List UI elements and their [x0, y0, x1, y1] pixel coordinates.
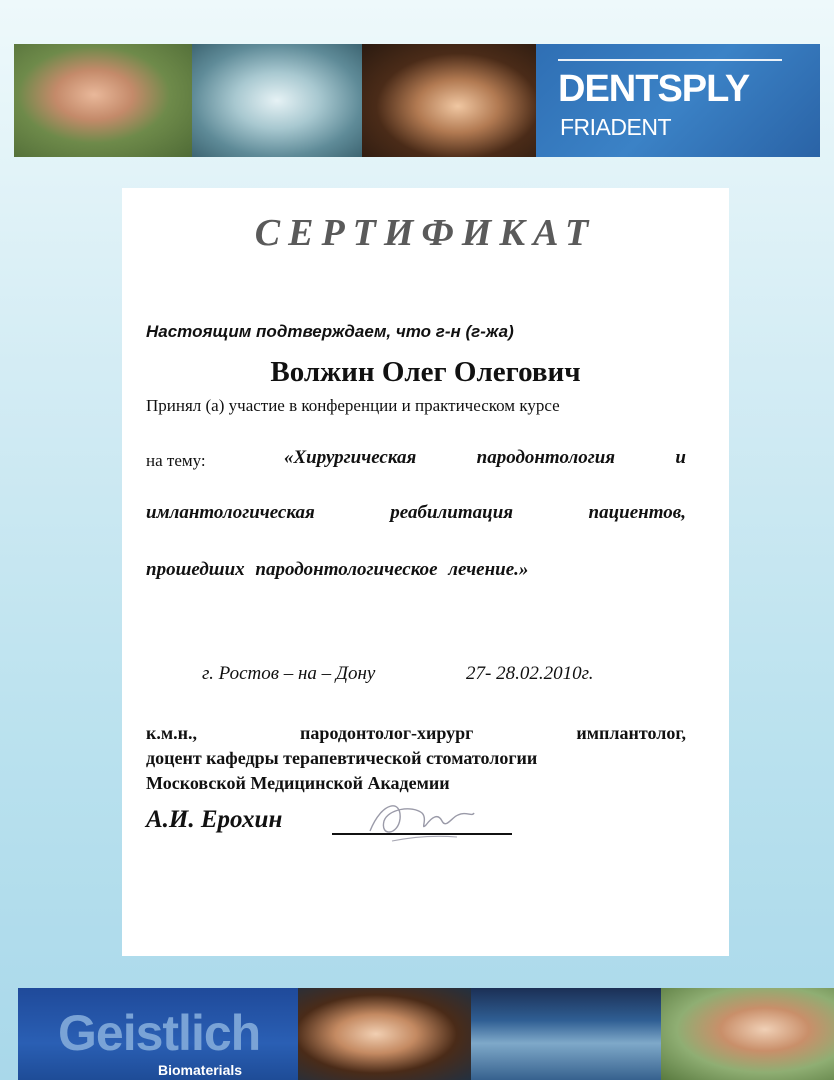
signer-name: А.И. Ерохин [146, 806, 283, 833]
topic-line-3: прошедших пародонтологическое лечение.» [146, 559, 529, 580]
logo-divider-line [558, 59, 782, 61]
dental-implant-photo [192, 44, 362, 157]
geistlich-brand-primary: Geistlich [58, 1005, 261, 1061]
topic-label: на тему: [146, 451, 206, 470]
dentsply-friadent-logo [536, 44, 820, 157]
logo-brand-secondary: FRIADENT [560, 114, 671, 140]
credentials-line-3: Московской Медицинской Академии [146, 773, 450, 793]
participation-text: Принял (а) участие в конференции и практическом курсе [146, 396, 560, 415]
geistlich-brand-secondary: Biomaterials [158, 1062, 243, 1078]
event-place: г. Ростов – на – Дону [202, 663, 376, 684]
intro-text: Настоящим подтверждаем, что г-н (г-жа) [146, 322, 514, 341]
topic-line-2: имлантологическая реабилитация пациентов, [146, 502, 686, 523]
smiling-woman-photo [362, 44, 536, 157]
credentials-line-2: доцент кафедры терапевтической стоматологии [146, 748, 538, 768]
event-date: 27- 28.02.2010г. [466, 663, 594, 684]
top-photo-banner [14, 44, 820, 157]
topic-line-1: «Хирургическая пародонтология и [284, 447, 686, 468]
logo-brand-primary: DENTSPLY [558, 68, 750, 110]
bottom-photo-banner [18, 988, 834, 1080]
sea-waves-photo [471, 988, 661, 1080]
certificate-panel [122, 188, 729, 956]
credentials-line-1: к.м.н., пародонтолог-хирург имплантолог, [146, 723, 686, 743]
certificate-title: СЕРТИФИКАТ [254, 212, 597, 254]
handwritten-signature [362, 791, 482, 851]
elderly-man-photo [661, 988, 834, 1080]
recipient-name: Волжин Олег Олегович [270, 356, 581, 388]
woman-portrait-photo [298, 988, 471, 1080]
smiling-man-photo [14, 44, 192, 157]
geistlich-logo [18, 988, 298, 1080]
